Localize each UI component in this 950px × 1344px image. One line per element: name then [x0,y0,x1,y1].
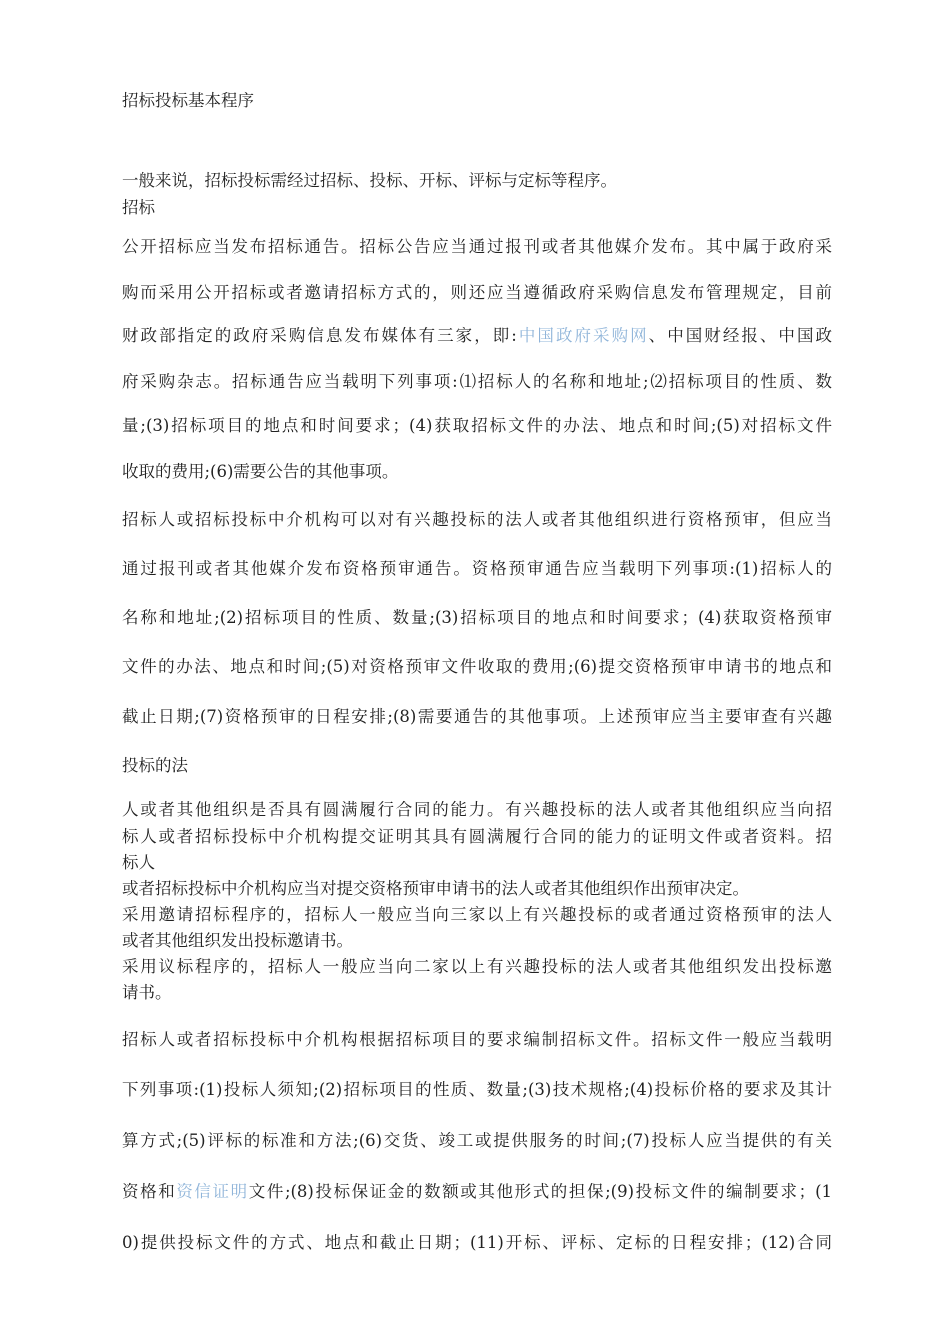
p4-text: 文件;(8)投标保证金的数额或其他形式的担保;(9)投标文件的编制要求；(1 [248,1182,833,1201]
p2-line: 通过报刊或者其他媒介发布资格预审通告。资格预审通告应当载明下列事项:(1)招标人的 [122,559,832,578]
p3-line: 或者其他组织发出投标邀请书。 [122,931,353,950]
section-heading: 招标 [122,198,155,217]
p3-line: 标人或者招标投标中介机构提交证明其具有圆满履行合同的能力的证明文件或者资料。招 [122,827,832,846]
p4-line: 招标人或者招标投标中介机构根据招标项目的要求编制招标文件。招标文件一般应当载明 [122,1030,832,1049]
credit-proof-link[interactable]: 资信证明 [176,1182,249,1201]
p2-line: 招标人或招标投标中介机构可以对有兴趣投标的法人或者其他组织进行资格预审，但应当 [122,510,832,529]
p1-text: 财政部指定的政府采购信息发布媒体有三家，即: [122,326,517,345]
p3-line: 或者招标投标中介机构应当对提交资格预审申请书的法人或者其他组织作出预审决定。 [122,879,749,898]
intro-text: 一般来说，招标投标需经过招标、投标、开标、评标与定标等程序。 [122,171,617,190]
p2-line: 名称和地址;(2)招标项目的性质、数量;(3)招标项目的地点和时间要求；(4)获取资格预审 [122,608,832,627]
p3-line: 人或者其他组织是否具有圆满履行合同的能力。有兴趣投标的法人或者其他组织应当向招 [122,800,832,819]
p1-line: 购而采用公开招标或者邀请招标方式的，则还应当遵循政府采购信息发布管理规定，目前 [122,283,832,302]
p2-line: 文件的办法、地点和时间;(5)对资格预审文件收取的费用;(6)提交资格预审申请书的地点和 [122,657,832,676]
p4-text: 资格和 [122,1182,177,1201]
p2-line: 截止日期;(7)资格预审的日程安排;(8)需要通告的其他事项。上述预审应当主要审查有兴趣 [122,707,832,726]
p2-line: 投标的法 [122,756,188,775]
p4-line: 下列事项:(1)投标人须知;(2)招标项目的性质、数量;(3)技术规格;(4)投标价格的要求及其计 [122,1080,832,1099]
p4-line [122,1180,832,1204]
p1-line [122,324,832,348]
p3-line: 采用邀请招标程序的，招标人一般应当向三家以上有兴趣投标的或者通过资格预审的法人 [122,905,832,924]
doc-title: 招标投标基本程序 [122,91,254,110]
p1-text: 、中国财经报、中国政 [648,326,833,345]
p4-line: 算方式;(5)评标的标准和方法;(6)交货、竣工或提供服务的时间;(7)投标人应当提供的有关 [122,1131,832,1150]
p1-line: 府采购杂志。招标通告应当载明下列事项:⑴招标人的名称和地址;⑵招标项目的性质、数 [122,372,832,391]
p1-line: 量;(3)招标项目的地点和时间要求；(4)获取招标文件的办法、地点和时间;(5)对招标文件 [122,416,832,435]
ccgp-link[interactable]: 中国政府采购网 [516,326,649,345]
p3-line: 采用议标程序的，招标人一般应当向二家以上有兴趣投标的法人或者其他组织发出投标邀 [122,957,832,976]
p1-line: 收取的费用;(6)需要公告的其他事项。 [122,462,399,481]
p3-line: 请书。 [122,983,172,1002]
p1-line: 公开招标应当发布招标通告。招标公告应当通过报刊或者其他媒介发布。其中属于政府采 [122,237,832,256]
p4-line: 0)提供投标文件的方式、地点和截止日期；(11)开标、评标、定标的日程安排；(12)合同 [122,1233,832,1252]
p3-line: 标人 [122,853,155,872]
